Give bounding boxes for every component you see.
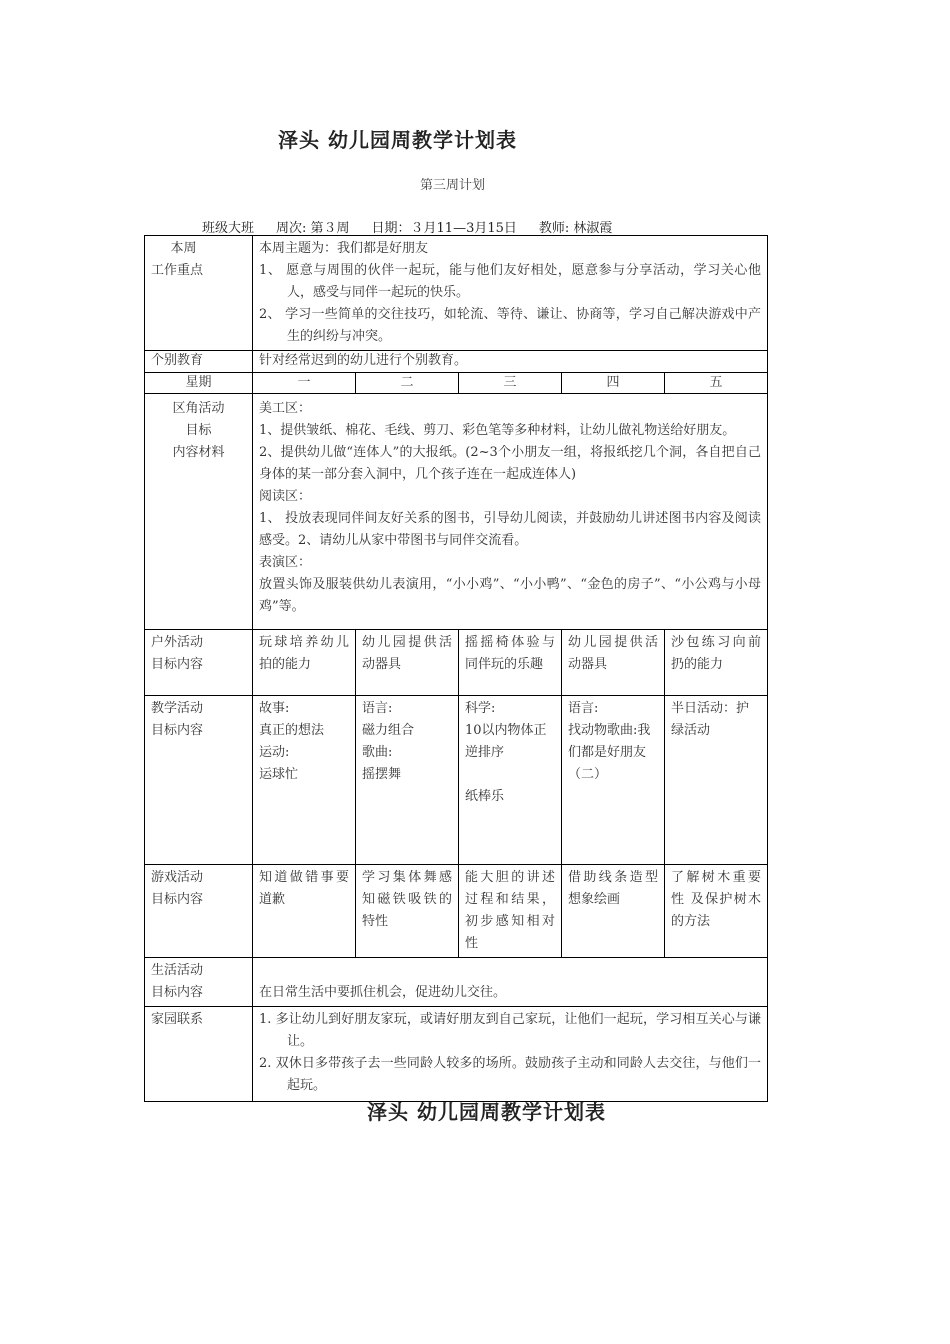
teaching-row [145, 696, 768, 865]
plan-table [144, 235, 768, 1102]
focus-item: 2、 学习一些简单的交往技巧，如轮流、等待、谦让、协商等，学习自己解决游戏中产生的纠纷与冲突。 [259, 307, 762, 344]
game-cell: 知道做错事要道歉 [253, 865, 356, 958]
week-info: 周次: 第３周 [276, 221, 350, 236]
weekday-row [145, 373, 768, 394]
life-row [145, 958, 768, 1007]
bottom-title: 泽头 幼儿园周教学计划表 [367, 1100, 606, 1124]
home-item: 2. 双休日多带孩子去一些同龄人较多的场所。鼓励孩子主动和同龄人去交往，与他们一起玩。 [259, 1056, 762, 1093]
weekday-5: 五 [665, 373, 768, 394]
focus-theme: 本周主题为：我们都是好朋友 [259, 241, 429, 256]
weekday-3: 三 [459, 373, 562, 394]
individual-row [145, 351, 768, 373]
info-line [202, 217, 612, 236]
outdoor-cell: 幼儿园提供活动器具 [356, 630, 459, 696]
outdoor-cell: 幼儿园提供活动器具 [562, 630, 665, 696]
teaching-cell: 半日活动：护绿活动 [665, 696, 768, 865]
weekday-label: 星期 [145, 373, 253, 394]
teaching-cell: 语言: 找动物歌曲:我们都是好朋友（二） [562, 696, 665, 865]
outdoor-cell: 沙包练习向前扔的能力 [665, 630, 768, 696]
game-cell: 学习集体舞感知磁铁吸铁的特性 [356, 865, 459, 958]
corner-row [145, 394, 768, 630]
game-row [145, 865, 768, 958]
game-cell: 能大胆的讲述过程和结果，初步感知相对性 [459, 865, 562, 958]
life-text: 在日常生活中要抓住机会，促进幼儿交往。 [253, 958, 768, 1007]
home-label: 家园联系 [145, 1007, 253, 1102]
focus-item: 1、 愿意与周围的伙伴一起玩，能与他们友好相处，愿意参与分享活动，学习关心他人，感受与同伴一起玩的快乐。 [259, 263, 762, 300]
focus-list [259, 260, 761, 348]
teacher-info: 教师: 林淑霞 [538, 221, 613, 236]
corner-line: 2、提供幼儿做“连体人”的大报纸。(2~3个小朋友一组，将报纸挖几个洞，各自把自己身体的某一部分套入洞中，几个孩子连在一起成连体人) [259, 445, 762, 482]
game-label: 游戏活动 目标内容 [145, 865, 253, 958]
teaching-cell: 科学: 10以内物体正逆排序 纸棒乐 [459, 696, 562, 865]
game-cell: 借助线条造型想象绘画 [562, 865, 665, 958]
corner-content [253, 394, 768, 630]
corner-line: 美工区： [259, 401, 312, 416]
corner-line: 放置头饰及服装供幼儿表演用，“小小鸡”、“小小鸭”、“金色的房子”、“小公鸡与小母鸡”等。 [259, 577, 762, 614]
home-content [253, 1007, 768, 1102]
focus-row [145, 236, 768, 351]
teaching-cell: 语言: 磁力组合 歌曲: 摇摆舞 [356, 696, 459, 865]
teaching-cell: 故事: 真正的想法 运动: 运球忙 [253, 696, 356, 865]
life-label: 生活活动 目标内容 [145, 958, 253, 1007]
weekday-2: 二 [356, 373, 459, 394]
corner-line: 1、提供皱纸、棉花、毛线、剪刀、彩色笔等多种材料，让幼儿做礼物送给好朋友。 [259, 423, 736, 438]
corner-line: 1、 投放表现同伴间友好关系的图书，引导幼儿阅读，并鼓励幼儿讲述图书内容及阅读感受。2、请幼儿从家中带图书与同伴交流看。 [259, 511, 762, 548]
class-info: 班级大班 [202, 221, 255, 236]
corner-line: 表演区： [259, 555, 312, 570]
subtitle: 第三周计划 [420, 178, 486, 193]
outdoor-cell: 摇摇椅体验与同伴玩的乐趣 [459, 630, 562, 696]
home-list [259, 1009, 761, 1097]
outdoor-cell: 玩球培养幼儿拍的能力 [253, 630, 356, 696]
individual-text: 针对经常迟到的幼儿进行个别教育。 [253, 351, 768, 373]
focus-label: 本周 工作重点 [145, 236, 253, 351]
corner-label: 区角活动 目标 内容材料 [145, 394, 253, 630]
focus-content [253, 236, 768, 351]
home-row [145, 1007, 768, 1102]
individual-label: 个别教育 [145, 351, 253, 373]
home-item: 1. 多让幼儿到好朋友家玩，或请好朋友到自己家玩，让他们一起玩，学习相互关心与谦让。 [259, 1012, 762, 1049]
corner-line: 阅读区： [259, 489, 312, 504]
page-title: 泽头 幼儿园周教学计划表 [278, 128, 517, 152]
outdoor-label: 户外活动 目标内容 [145, 630, 253, 696]
game-cell: 了解树木重要性 及保护树木的方法 [665, 865, 768, 958]
teaching-label: 教学活动 目标内容 [145, 696, 253, 865]
weekday-4: 四 [562, 373, 665, 394]
date-info: 日期：３月11—3月15日 [371, 221, 517, 236]
weekday-1: 一 [253, 373, 356, 394]
outdoor-row [145, 630, 768, 696]
